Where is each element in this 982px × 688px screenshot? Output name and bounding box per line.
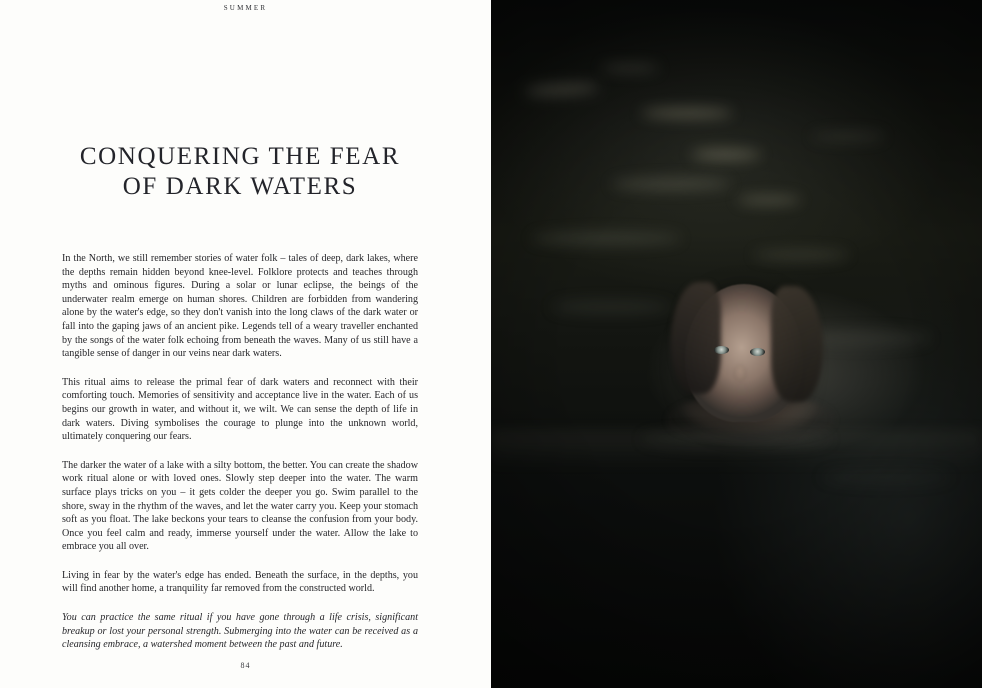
water-reflection	[601, 64, 659, 72]
swimmer-nose	[733, 364, 747, 382]
body-paragraph: Living in fear by the water's edge has ended. Beneath the surface, in the depths, you will find another home, a tranquility far removed from the constructed world.	[62, 569, 418, 595]
swimmer-figure	[667, 276, 839, 444]
page-title	[62, 142, 418, 202]
water-reflection	[691, 150, 761, 159]
page-number: 84	[240, 661, 251, 670]
running-head: SUMMER	[223, 4, 268, 12]
photo-dark-water	[491, 0, 982, 688]
water-reflection	[531, 232, 681, 245]
water-reflection	[525, 82, 599, 97]
water-reflection	[611, 178, 731, 190]
swimmer-eye-left	[714, 346, 729, 354]
body-paragraph-italic: You can practice the same ritual if you have gone through a life crisis, significant breakup or lost your personal strength. Submerging into the water can be received as a cleansing embrace, a watershed moment between the past and future.	[62, 612, 418, 651]
body-paragraph: This ritual aims to release the primal fear of dark waters and reconnect with their comforting touch. Memories of sensitivity and acceptance live in the water. Each of us begins our growth in water, and without it, we wilt. We can sense the depth of life in dark waters. Diving symbolises the courage to plunge into the unknown world, ultimately conquering our fears.	[62, 376, 418, 443]
swimmer-hair-right	[771, 286, 823, 402]
page-title-line-2: OF DARK WATERS	[122, 173, 358, 200]
swimmer-eye-right	[750, 348, 765, 356]
water-reflection	[811, 132, 885, 141]
waterline	[491, 430, 982, 470]
body-text-column	[62, 252, 418, 667]
swimmer-hair-left	[671, 282, 721, 394]
water-reflection	[641, 108, 733, 118]
water-reflection	[737, 196, 801, 204]
right-page	[491, 0, 982, 688]
body-paragraph: The darker the water of a lake with a silty bottom, the better. You can create the shadow work ritual alone or with loved ones. Slowly step deeper into the water. The warm surface plays tricks on you – it gets colder the deeper you go. Swim parallel to the shore, sway in the rhythm of the waves, and let the water carry you. Keep your stomach soft as you float. The lake beckons your tears to cleanse the confusion from your body. Once you feel calm and ready, immerse yourself under the water. Allow the lake to embrace you all over.	[62, 459, 418, 553]
water-reflection	[821, 470, 951, 484]
water-reflection	[551, 300, 671, 314]
page-title-line-1: CONQUERING THE FEAR	[79, 143, 401, 170]
body-paragraph: In the North, we still remember stories of water folk – tales of deep, dark lakes, where the depths remain hidden beyond knee-level. Folklore protects and teaches through myths and ominous figures. During a solar or lunar eclipse, the beings of the underwater realm emerge on human shores. Children are forbidden from wandering alone by the water's edge, so they don't vanish into the long claws of the dark water or fall into the gaping jaws of an ancient pike. Legends tell of a weary traveller enchanted by the songs of the water folk echoing from beneath the waves. Many of us still have a tangible sense of danger in our veins near dark waters.	[62, 253, 418, 360]
water-reflection	[753, 250, 849, 260]
